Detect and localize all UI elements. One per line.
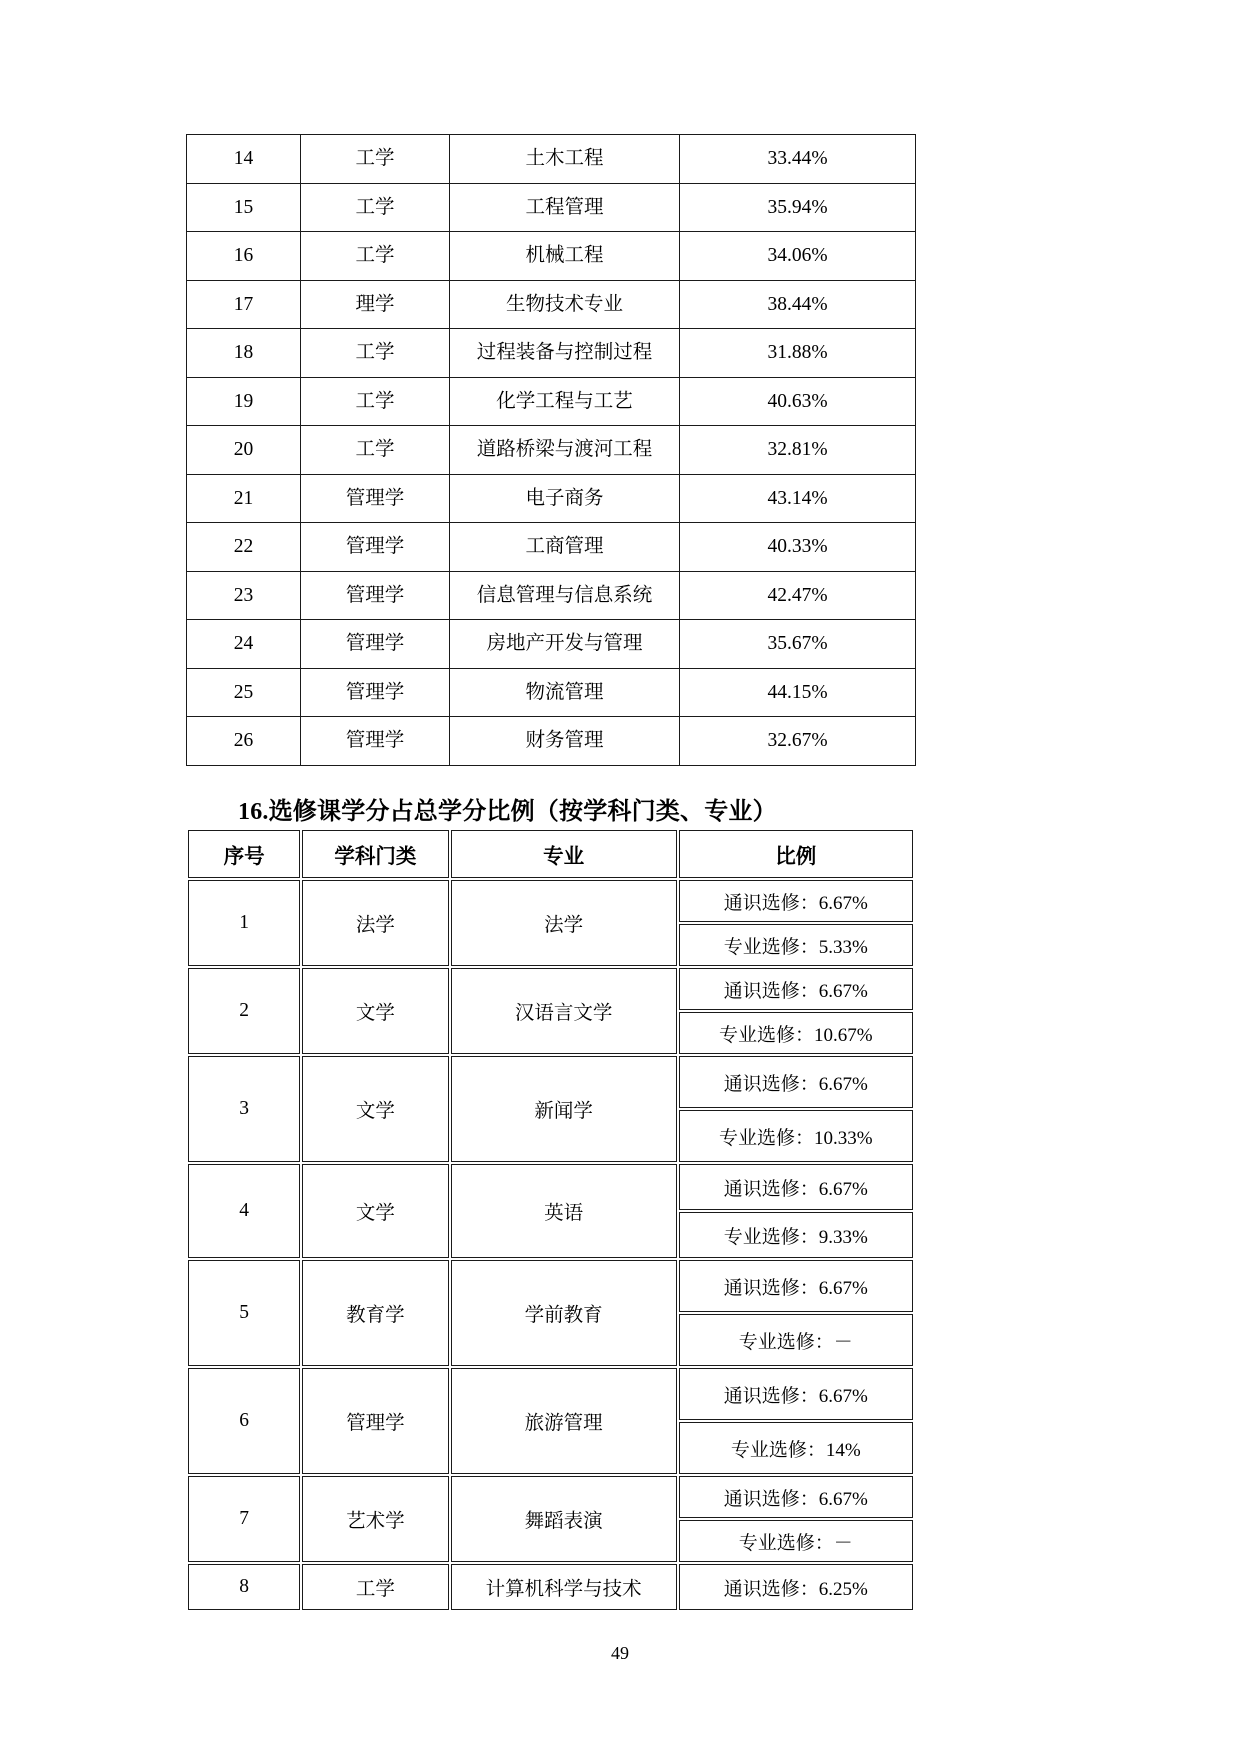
table-row <box>187 377 916 426</box>
cell-professional-elective-ratio: 专业选修：5.33% <box>679 924 913 966</box>
cell-discipline: 工学 <box>302 1564 448 1610</box>
cell-seq: 5 <box>188 1260 300 1366</box>
table-row <box>187 426 916 475</box>
cell-discipline: 管理学 <box>302 1368 448 1474</box>
cell-major: 机械工程 <box>450 232 680 281</box>
table-row <box>187 232 916 281</box>
cell-seq: 14 <box>187 135 301 184</box>
cell-discipline: 艺术学 <box>302 1476 448 1562</box>
table-row <box>187 523 916 572</box>
cell-seq: 7 <box>188 1476 300 1562</box>
cell-professional-elective-ratio: 专业选修：10.67% <box>679 1012 913 1054</box>
cell-seq: 26 <box>187 717 301 766</box>
cell-major: 房地产开发与管理 <box>450 620 680 669</box>
cell-professional-elective-ratio: 专业选修：10.33% <box>679 1110 913 1162</box>
cell-ratio: 42.47% <box>680 571 916 620</box>
table-row <box>187 329 916 378</box>
cell-seq: 21 <box>187 474 301 523</box>
cell-major: 物流管理 <box>450 668 680 717</box>
cell-major: 土木工程 <box>450 135 680 184</box>
cell-discipline: 文学 <box>302 968 448 1054</box>
cell-major: 化学工程与工艺 <box>450 377 680 426</box>
column-header-major: 专业 <box>451 830 677 878</box>
cell-discipline: 文学 <box>302 1164 448 1258</box>
cell-discipline: 管理学 <box>301 620 450 669</box>
table-row <box>188 1056 913 1108</box>
table-row <box>188 1164 913 1210</box>
cell-professional-elective-ratio: 专业选修：14% <box>679 1422 913 1474</box>
table-row <box>187 717 916 766</box>
cell-ratio: 32.81% <box>680 426 916 475</box>
table-row <box>187 474 916 523</box>
cell-major: 舞蹈表演 <box>451 1476 677 1562</box>
cell-seq: 3 <box>188 1056 300 1162</box>
cell-seq: 17 <box>187 280 301 329</box>
cell-discipline: 文学 <box>302 1056 448 1162</box>
cell-discipline: 管理学 <box>301 523 450 572</box>
cell-general-elective-ratio: 通识选修：6.67% <box>679 880 913 922</box>
cell-ratio: 31.88% <box>680 329 916 378</box>
column-header-discipline: 学科门类 <box>302 830 448 878</box>
cell-ratio: 44.15% <box>680 668 916 717</box>
cell-major: 电子商务 <box>450 474 680 523</box>
cell-seq: 16 <box>187 232 301 281</box>
cell-major: 工程管理 <box>450 183 680 232</box>
cell-seq: 22 <box>187 523 301 572</box>
column-header-seq: 序号 <box>188 830 300 878</box>
cell-seq: 20 <box>187 426 301 475</box>
table-header-row <box>188 830 913 878</box>
cell-ratio: 40.33% <box>680 523 916 572</box>
cell-discipline: 工学 <box>301 426 450 475</box>
page-number: 49 <box>611 1643 629 1663</box>
cell-professional-elective-ratio: 专业选修：9.33% <box>679 1212 913 1258</box>
cell-major: 汉语言文学 <box>451 968 677 1054</box>
table-row <box>187 135 916 184</box>
cell-seq: 2 <box>188 968 300 1054</box>
cell-general-elective-ratio: 通识选修：6.67% <box>679 1260 913 1312</box>
cell-discipline: 工学 <box>301 329 450 378</box>
column-header-ratio: 比例 <box>679 830 913 878</box>
cell-major: 学前教育 <box>451 1260 677 1366</box>
cell-discipline: 法学 <box>302 880 448 966</box>
elective-ratio-table <box>186 828 915 1612</box>
cell-major: 信息管理与信息系统 <box>450 571 680 620</box>
cell-seq: 25 <box>187 668 301 717</box>
cell-major: 生物技术专业 <box>450 280 680 329</box>
cell-ratio: 40.63% <box>680 377 916 426</box>
cell-major: 过程装备与控制过程 <box>450 329 680 378</box>
table-row <box>187 620 916 669</box>
cell-discipline: 工学 <box>301 135 450 184</box>
table-row <box>188 1476 913 1518</box>
cell-discipline: 管理学 <box>301 474 450 523</box>
cell-seq: 23 <box>187 571 301 620</box>
cell-seq: 15 <box>187 183 301 232</box>
cell-discipline: 管理学 <box>301 668 450 717</box>
cell-discipline: 工学 <box>301 232 450 281</box>
majors-ratio-table-continued <box>186 134 916 766</box>
cell-professional-elective-ratio: 专业选修：－ <box>679 1520 913 1562</box>
section-heading: 16.选修课学分占总学分比例（按学科门类、专业） <box>238 799 777 825</box>
cell-major: 计算机科学与技术 <box>451 1564 677 1610</box>
cell-general-elective-ratio: 通识选修：6.25% <box>679 1564 913 1610</box>
cell-ratio: 38.44% <box>680 280 916 329</box>
table-row <box>188 968 913 1010</box>
table-row <box>187 280 916 329</box>
cell-general-elective-ratio: 通识选修：6.67% <box>679 1164 913 1210</box>
cell-ratio: 32.67% <box>680 717 916 766</box>
table-row <box>187 571 916 620</box>
cell-discipline: 工学 <box>301 183 450 232</box>
cell-major: 法学 <box>451 880 677 966</box>
cell-seq: 1 <box>188 880 300 966</box>
table-row <box>188 1368 913 1420</box>
table-row <box>187 668 916 717</box>
cell-major: 财务管理 <box>450 717 680 766</box>
table-row <box>187 183 916 232</box>
cell-discipline: 管理学 <box>301 571 450 620</box>
cell-seq: 18 <box>187 329 301 378</box>
cell-major: 旅游管理 <box>451 1368 677 1474</box>
cell-ratio: 43.14% <box>680 474 916 523</box>
cell-general-elective-ratio: 通识选修：6.67% <box>679 1056 913 1108</box>
cell-ratio: 35.94% <box>680 183 916 232</box>
cell-major: 英语 <box>451 1164 677 1258</box>
cell-ratio: 34.06% <box>680 232 916 281</box>
cell-major: 工商管理 <box>450 523 680 572</box>
cell-professional-elective-ratio: 专业选修：－ <box>679 1314 913 1366</box>
cell-seq: 19 <box>187 377 301 426</box>
cell-seq: 8 <box>188 1564 300 1610</box>
cell-seq: 6 <box>188 1368 300 1474</box>
table-row <box>188 1260 913 1312</box>
cell-seq: 24 <box>187 620 301 669</box>
cell-discipline: 工学 <box>301 377 450 426</box>
cell-general-elective-ratio: 通识选修：6.67% <box>679 1368 913 1420</box>
elective-table-header <box>188 830 913 878</box>
cell-discipline: 管理学 <box>301 717 450 766</box>
cell-ratio: 33.44% <box>680 135 916 184</box>
cell-general-elective-ratio: 通识选修：6.67% <box>679 968 913 1010</box>
cell-ratio: 35.67% <box>680 620 916 669</box>
elective-table-body <box>188 880 913 1610</box>
cell-general-elective-ratio: 通识选修：6.67% <box>679 1476 913 1518</box>
majors-ratio-table-body <box>187 135 916 766</box>
cell-seq: 4 <box>188 1164 300 1258</box>
cell-discipline: 理学 <box>301 280 450 329</box>
cell-discipline: 教育学 <box>302 1260 448 1366</box>
table-row <box>188 1564 913 1610</box>
table-row <box>188 880 913 922</box>
cell-major: 道路桥梁与渡河工程 <box>450 426 680 475</box>
cell-major: 新闻学 <box>451 1056 677 1162</box>
